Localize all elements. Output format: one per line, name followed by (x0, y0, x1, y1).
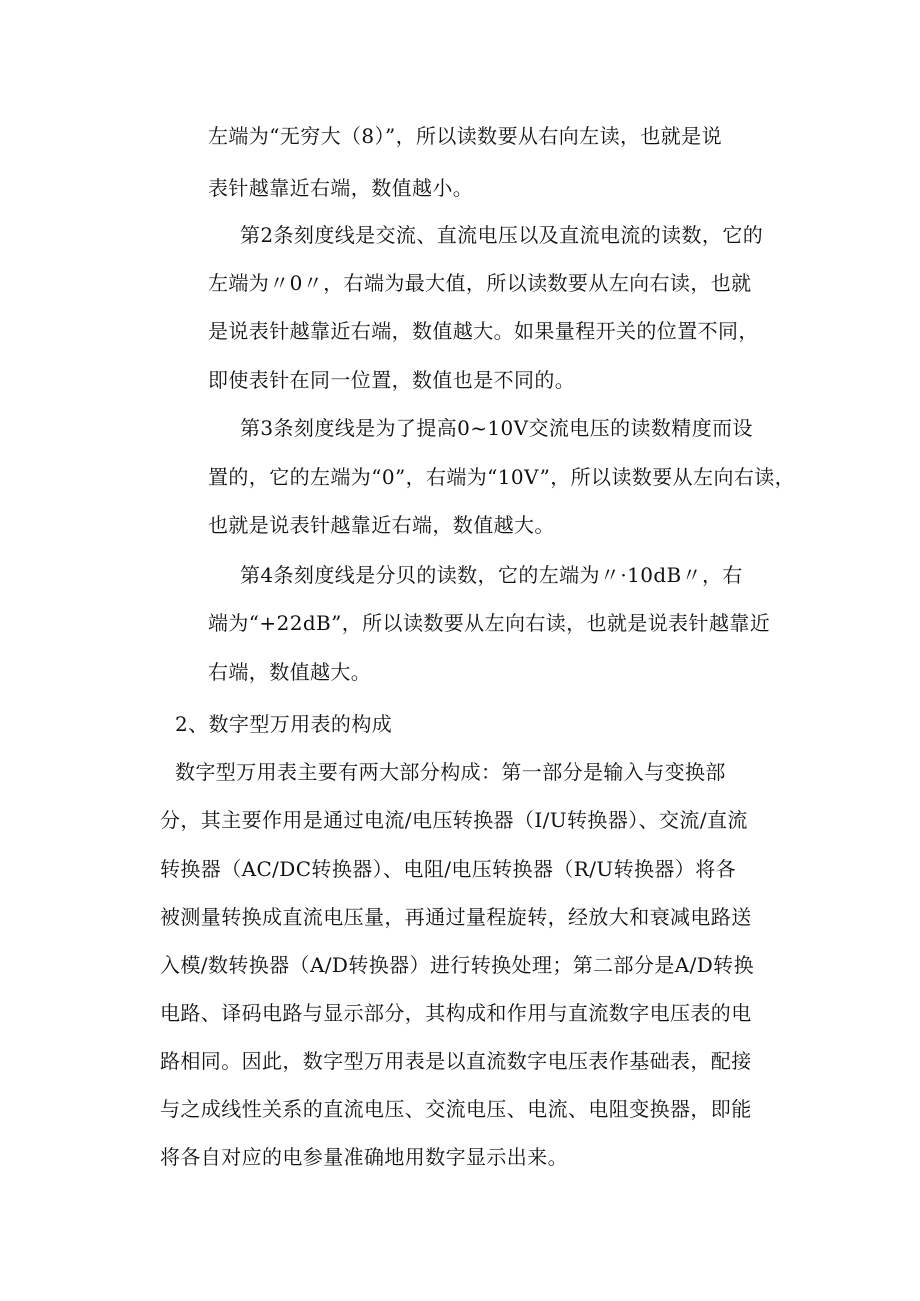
section-2-line-7: 路相同。因此，数字型万用表是以直流数字电压表作基础表，配接 (160, 1049, 752, 1073)
section-2-line-1: 数字型万用表主要有两大部分构成：第一部分是输入与变换部 (175, 760, 726, 784)
paragraph-2-line-2: 左端为〃0〃，右端为最大值，所以读数要从左向右读，也就 (208, 271, 752, 295)
section-2-line-8: 与之成线性关系的直流电压、交流电压、电流、电阻变换器，即能 (160, 1097, 752, 1121)
paragraph-1-line-2: 表针越靠近右端，数值越小。 (208, 176, 474, 200)
paragraph-3-line-1: 第3条刻度线是为了提高0~10V交流电压的读数精度而设 (240, 416, 753, 440)
section-2-line-9: 将各自对应的电参量准确地用数字显示出来。 (160, 1145, 568, 1169)
paragraph-1-line-1: 左端为“无穷大（8）”，所以读数要从右向左读，也就是说 (208, 124, 722, 148)
section-2-line-3: 转换器（AC/DC转换器）、电阻/电压转换器（R/U转换器）将各 (160, 857, 737, 881)
paragraph-4-line-1: 第4条刻度线是分贝的读数，它的左端为〃·10dB〃，右 (240, 563, 743, 587)
paragraph-3-line-3: 也就是说表针越靠近右端，数值越大。 (208, 513, 555, 537)
paragraph-2-line-4: 即使表针在同一位置，数值也是不同的。 (208, 368, 576, 392)
section-2-line-2: 分，其主要作用是通过电流/电压转换器（I/U转换器）、交流/直流 (160, 808, 748, 832)
section-2-line-4: 被测量转换成直流电压量，再通过量程旋转，经放大和衰减电路送 (160, 905, 752, 929)
section-2-line-6: 电路、译码电路与显示部分，其构成和作用与直流数字电压表的电 (160, 1001, 752, 1025)
paragraph-4-line-2: 端为“+22dB”，所以读数要从左向右读，也就是说表针越靠近 (208, 611, 771, 635)
section-2-line-5: 入模/数转换器（A/D转换器）进行转换处理；第二部分是A/D转换 (160, 953, 754, 977)
paragraph-2-line-3: 是说表针越靠近右端，数值越大。如果量程开关的位置不同， (208, 319, 759, 343)
paragraph-2-line-1: 第2条刻度线是交流、直流电压以及直流电流的读数，它的 (240, 223, 764, 247)
paragraph-4-line-3: 右端，数值越大。 (208, 660, 372, 684)
paragraph-3-line-2: 置的，它的左端为“0”，右端为“10V”，所以读数要从左向右读， (208, 465, 796, 489)
section-heading: 2、数字型万用表的构成 (175, 712, 393, 736)
